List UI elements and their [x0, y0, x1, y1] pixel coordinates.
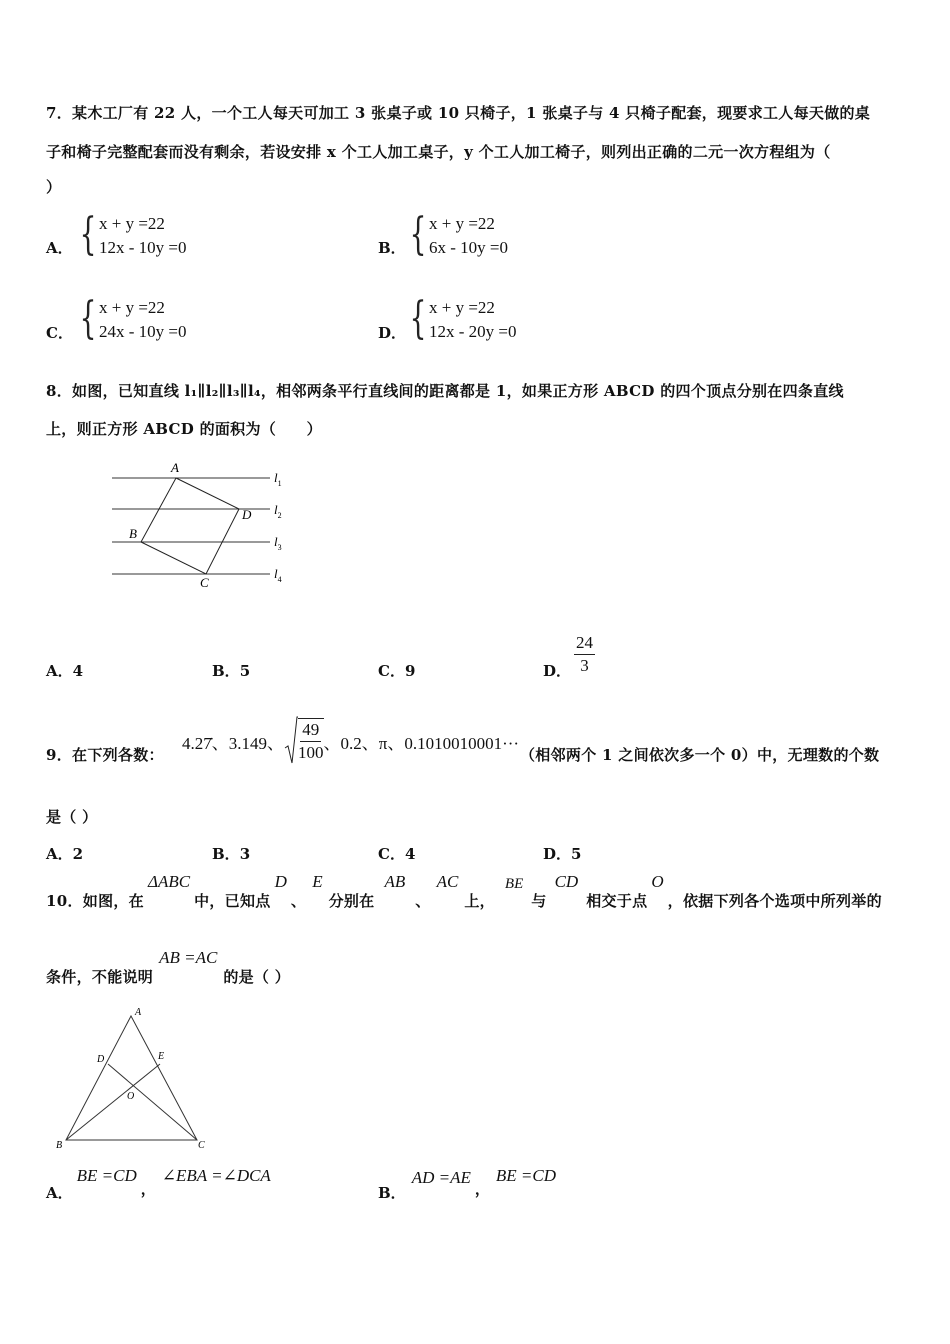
q8-option-d-label: D．	[543, 662, 572, 680]
label-a: A	[171, 460, 179, 475]
q7-option-c-eq2: 24x - 10y =0	[99, 322, 187, 341]
brace-icon: {	[409, 209, 427, 260]
label-c: C	[200, 575, 209, 590]
q7-option-a-system	[74, 210, 187, 262]
segment-cd	[108, 1064, 197, 1140]
q9-suffix: （相邻两个 1 之间依次多一个 0）中，无理数的个数	[520, 746, 880, 764]
q7-option-d-eq2: 12x - 20y =0	[429, 322, 517, 341]
label-b: B	[56, 1140, 63, 1151]
fraction-numerator: 24	[574, 632, 595, 655]
q8-option-c: C．9	[378, 662, 416, 680]
q9-numbers	[182, 716, 519, 766]
q7-option-a-eq2: 12x - 10y =0	[99, 238, 187, 257]
brace-icon: {	[79, 209, 97, 260]
square-abcd	[141, 478, 239, 574]
label-e: E	[158, 1051, 165, 1062]
q7-option-b-label: B．	[378, 239, 406, 257]
q9-numbers-a: 4.27̇、3.149、	[182, 733, 284, 753]
q7-option-d-eq1: x + y =22	[429, 298, 495, 317]
label-l1: $l_1$	[274, 470, 282, 488]
q7-option-c-eq1: x + y =22	[99, 298, 165, 317]
q7-line1: 7．某木工厂有 22 人，一个工人每天可加工 3 张桌子或 10 只椅子，1 张桌子与 4 只椅子配套，现要求工人每天做的桌	[46, 104, 871, 122]
q7-line2: 子和椅子完整配套而没有剩余，若设安排 x 个工人加工桌子，y 个工人加工椅子，则列出正确的二元一次方程组为（	[46, 143, 831, 161]
q9-numbers-b: 、0.2、π、0.1010010001···	[323, 733, 520, 753]
q7-line3: ）	[46, 178, 62, 196]
triangle-abc	[66, 1016, 197, 1140]
q7-option-a-eq1: x + y =22	[99, 214, 165, 233]
label-c: C	[198, 1140, 205, 1151]
sqrt-icon	[284, 716, 324, 766]
label-l2: $l_2$	[274, 502, 282, 520]
sqrt-numerator: 49	[300, 719, 321, 742]
q7-option-d-label: D．	[378, 324, 407, 342]
fraction-denominator: 3	[580, 656, 589, 675]
q8-option-a: A．4	[46, 662, 84, 680]
q8-figure	[108, 458, 308, 590]
q10-line2: 条件，不能说明 AB =AC 的是（ ）	[46, 948, 291, 986]
q7-option-a-label: A．	[46, 239, 73, 257]
q7-option-c-label: C．	[46, 324, 73, 342]
q10-line1: 10．如图，在 ΔABC 中，已知点 D 、 E 分别在 AB 、 AC 上， BE 与 CD 相交于点 O ，依据下列各个选项中所列举的	[46, 872, 882, 910]
segment-be	[66, 1064, 160, 1140]
label-b: B	[129, 526, 137, 541]
q8-line1: 8．如图，已知直线 l₁∥l₂∥l₃∥l₄，相邻两条平行直线间的距离都是 1，如果正方形 ABCD 的四个顶点分别在四条直线	[46, 382, 844, 400]
q9-option-d: D．5	[543, 845, 582, 863]
q9-option-b: B．3	[212, 845, 251, 863]
q10-figure	[52, 1002, 212, 1152]
q9-line2: 是（ ）	[46, 808, 98, 826]
q7-option-b-eq2: 6x - 10y =0	[429, 238, 508, 257]
sqrt-denominator: 100	[298, 743, 324, 762]
q7-option-c-system	[74, 294, 187, 346]
q10-option-a: A． BE =CD ， ∠EBA =∠DCA	[46, 1166, 271, 1202]
q9-prefix: 9．在下列各数：	[46, 746, 164, 764]
q9-option-a: A．2	[46, 845, 84, 863]
q7-option-b-eq1: x + y =22	[429, 214, 495, 233]
label-d: D	[97, 1054, 105, 1065]
q7-option-b-system	[404, 210, 508, 262]
q9-option-c: C．4	[378, 845, 416, 863]
q8-option-b: B．5	[212, 662, 251, 680]
label-l3: $l_3$	[274, 534, 282, 552]
label-l4: $l_4$	[274, 566, 282, 584]
q10-option-b: B． AD =AE ， BE =CD	[378, 1166, 556, 1202]
brace-icon: {	[409, 293, 427, 344]
label-d: D	[242, 507, 252, 522]
label-o: O	[127, 1091, 135, 1102]
q7-option-d-system	[404, 294, 517, 346]
q8-line2: 上，则正方形 ABCD 的面积为（ ）	[46, 420, 322, 438]
q8-option-d-fraction	[574, 632, 595, 677]
brace-icon: {	[79, 293, 97, 344]
label-a: A	[135, 1007, 142, 1018]
